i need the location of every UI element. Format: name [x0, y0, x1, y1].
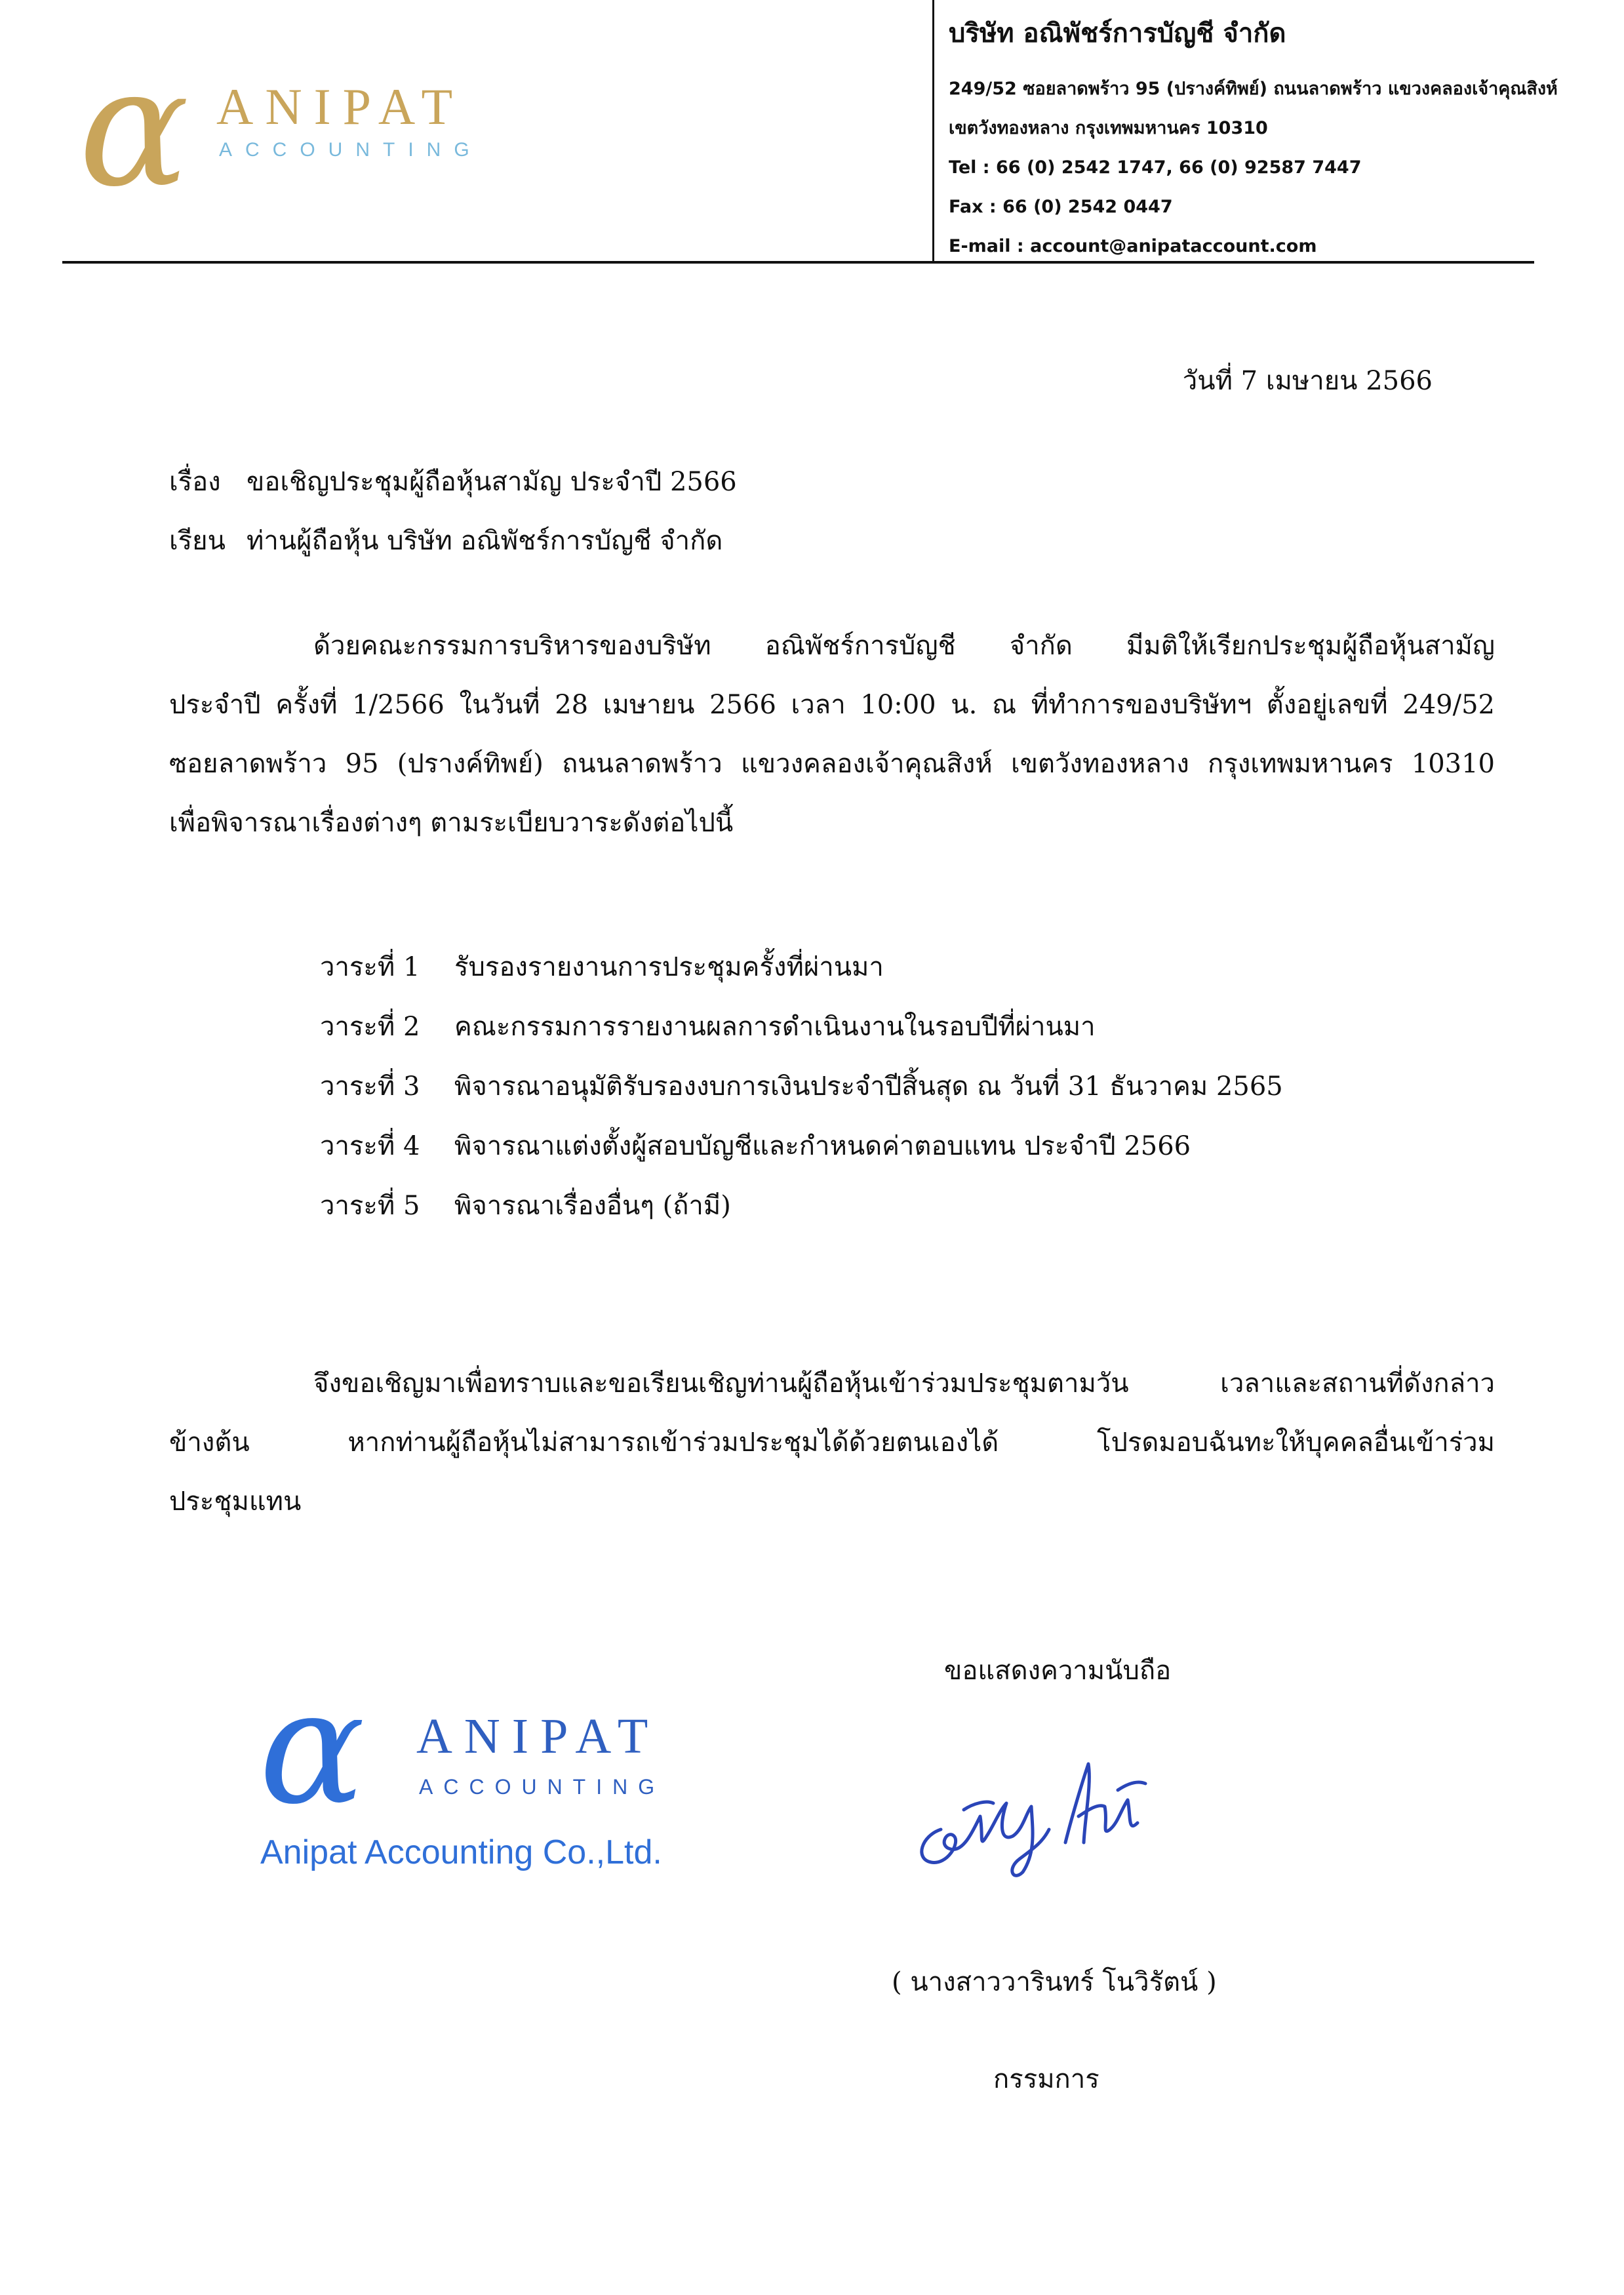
company-fax: Fax : 66 (0) 2542 0447: [949, 197, 1173, 217]
agenda-item: [320, 946, 1283, 1005]
logo-brand-text: ANIPAT: [216, 78, 465, 135]
intro-line: เพื่อพิจารณาเรื่องต่างๆ ตามระเบียบวาระดังต่อไปนี้: [169, 808, 734, 838]
company-tel: Tel : 66 (0) 2542 1747, 66 (0) 92587 7447: [949, 157, 1362, 178]
invite-line: ประชุมแทน: [169, 1487, 302, 1517]
company-email: E-mail : account@anipataccount.com: [949, 236, 1317, 256]
stamp-sub-text: ACCOUNTING: [419, 1775, 665, 1799]
recipient-text: ท่านผู้ถือหุ้น บริษัท อณิพัชร์การบัญชี จำกัด: [247, 526, 723, 556]
handwritten-signature: [901, 1738, 1164, 1882]
logo-sub-text: ACCOUNTING: [219, 139, 483, 161]
stamp-brand-text: ANIPAT: [416, 1709, 660, 1764]
subject-label: เรื่อง: [169, 467, 221, 497]
agenda-item: [320, 1005, 1283, 1065]
stamp-alpha-symbol: α: [259, 1656, 366, 1839]
signer-name: ( นางสาววารินทร์ โนวิรัตน์ ): [892, 1967, 1217, 1997]
company-stamp: [259, 1656, 731, 1898]
agenda-text: พิจารณาเรื่องอื่นๆ (ถ้ามี): [454, 1191, 731, 1221]
header-horizontal-divider: [62, 261, 1534, 264]
recipient-label: เรียน: [169, 526, 226, 556]
invite-paragraph: [169, 1354, 1495, 1531]
company-name: บริษัท อณิพัชร์การบัญชี จำกัด: [949, 18, 1286, 49]
agenda-number: วาระที่ 2: [320, 1012, 420, 1042]
stamp-company-name: Anipat Accounting Co.,Ltd.: [260, 1833, 662, 1871]
company-address-line-2: เขตวังทองหลาง กรุงเทพมหานคร 10310: [949, 118, 1268, 138]
agenda-text: รับรองรายงานการประชุมครั้งที่ผ่านมา: [454, 952, 884, 982]
agenda-text: พิจารณาอนุมัติรับรองงบการเงินประจำปีสิ้นสุด ณ วันที่ 31 ธันวาคม 2565: [454, 1071, 1283, 1102]
logo-alpha-symbol: α: [79, 32, 189, 223]
intro-paragraph: [169, 616, 1495, 852]
agenda-text: พิจารณาแต่งตั้งผู้สอบบัญชีและกำหนดค่าตอบแทน ประจำปี 2566: [454, 1131, 1191, 1161]
header-vertical-divider: [932, 0, 934, 261]
company-logo: [79, 32, 485, 223]
agenda-number: วาระที่ 5: [320, 1191, 420, 1221]
subject-text: ขอเชิญประชุมผู้ถือหุ้นสามัญ ประจำปี 2566: [247, 467, 737, 497]
agenda-number: วาระที่ 1: [320, 952, 420, 982]
intro-line: ซอยลาดพร้าว 95 (ปรางค์ทิพย์) ถนนลาดพร้าว แขวงคลองเจ้าคุณสิงห์ เขตวังทองหลาง กรุงเทพมหานคร 10310: [169, 749, 1495, 779]
intro-line: ด้วยคณะกรรมการบริหารของบริษัท อณิพัชร์การบัญชี จำกัด มีมติให้เรียกประชุมผู้ถือหุ้นสามัญ: [313, 631, 1495, 661]
agenda-item: [320, 1065, 1283, 1125]
company-info: [949, 12, 1558, 266]
agenda-item: [320, 1184, 1283, 1244]
intro-line: ประจำปี ครั้งที่ 1/2566 ในวันที่ 28 เมษายน 2566 เวลา 10:00 น. ณ ที่ทำการของบริษัทฯ ตั้งอยู่เลขที่ 249/52: [169, 690, 1495, 720]
invite-line: ข้างต้น หากท่านผู้ถือหุ้นไม่สามารถเข้าร่วมประชุมได้ด้วยตนเองได้ โปรดมอบฉันทะให้บุคคลอื่นเข้าร่วม: [169, 1427, 1495, 1458]
letter-date: วันที่ 7 เมษายน 2566: [1182, 366, 1433, 396]
invite-line: จึงขอเชิญมาเพื่อทราบและขอเรียนเชิญท่านผู้ถือหุ้นเข้าร่วมประชุมตามวัน เวลาและสถานที่ดังกล่าว: [313, 1368, 1495, 1399]
closing-phrase: ขอแสดงความนับถือ: [944, 1656, 1172, 1686]
signer-position: กรรมการ: [993, 2064, 1099, 2094]
letter-subject: [169, 460, 737, 502]
agenda-item: [320, 1125, 1283, 1184]
agenda-number: วาระที่ 3: [320, 1071, 420, 1102]
agenda-list: [320, 946, 1283, 1244]
agenda-text: คณะกรรมการรายงานผลการดำเนินงานในรอบปีที่ผ่านมา: [454, 1012, 1096, 1042]
letter-recipient: [169, 519, 723, 561]
agenda-number: วาระที่ 4: [320, 1131, 420, 1161]
company-address-line-1: 249/52 ซอยลาดพร้าว 95 (ปรางค์ทิพย์) ถนนลาดพร้าว แขวงคลองเจ้าคุณสิงห์: [949, 79, 1558, 99]
